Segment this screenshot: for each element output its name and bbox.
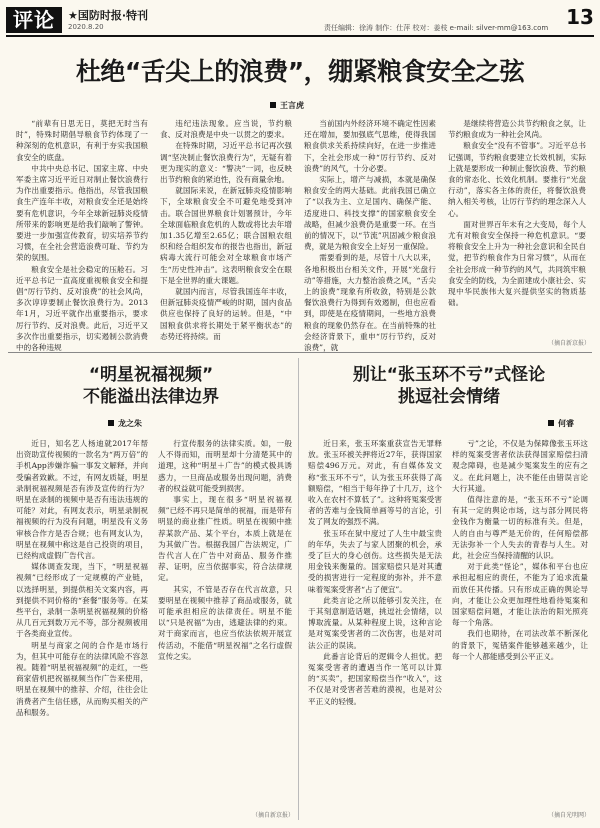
article1-byline bbox=[270, 100, 304, 111]
article2-title bbox=[10, 364, 292, 408]
article2-title-line2: 不能溢出法律边界 bbox=[83, 387, 219, 407]
paragraph: 其实，不管是否存在代言故意，只要明星在视频中推荐了商品或服务，就可能承担相应的法律责任。明星不能以“只是祝福”为由，逃避法律的约束。对于商家而言，也应当依法依规开展宣传活动，不能借“明星祝福”之名行虚假宣传之实。 bbox=[158, 584, 292, 661]
page-header bbox=[6, 4, 594, 38]
article1-source: （摘自新京报） bbox=[548, 340, 591, 347]
article2-author: 龙之朱 bbox=[118, 419, 142, 428]
byline-square-icon bbox=[548, 420, 554, 426]
section-logo: 评论 bbox=[6, 7, 62, 33]
editor-credits: 责任编辑：徐涛 制作：仕萍 校对：姜枝 e-mail: silver-mm@163.com bbox=[324, 24, 549, 32]
paragraph: 实际上，增产与减损，本就是确保粮食安全的两大基础。此前我国已确立了“以我为主、立足国内、确保产能、适度进口、科技支撑”的国家粮食安全战略，但减少浪费仍是重要一环。在当前的情况下，以“节流”巩固减少粮食浪费，就是为粮食安全上好另一重保险。 bbox=[304, 175, 436, 252]
paragraph: 就国际来说，在新冠肺炎疫情影响下，全球粮食安全不可避免地受到冲击。联合国世界粮食计划署预计，今年全球面临粮食危机的人数或将比去年增加1.35亿增至2.65亿；联合国粮农组织和经合组织发布的报告也指出，新冠病毒大流行可能会对全球粮食市场产生“历史性冲击”。这表明粮食安全在眼下是全世界的重大课题。 bbox=[160, 186, 292, 285]
paragraph: 近日，知名艺人杨迪就2017年帮出资助宣传视频的一款名为“两万倍”的手机App涉嫌诈骗一事发文解释，并向受骗者致歉。不过，有网友质疑，明星录制祝福视频是否有涉及宣传的行为？明星在录制的视频中是否有违法违规的可能？对此，有网友表示，明星录制祝福视频的行为没有问题，明星没有义务审核合作方是否合规；也有网友认为，明星在视频中称这是自己投资的项目，已经构成虚假广告代言。 bbox=[16, 439, 148, 561]
paragraph: 在特殊时期，习近平总书记再次强调“坚决制止餐饮浪费行为”，无疑有着更为现实的意义：“警决”一词，也反映出节约粮食的紧迫性，没有商量余地。 bbox=[160, 141, 292, 185]
paragraph: 此番言论背后的逻辑令人担忧。把冤案受害者的遭遇当作一笔可以计算的“买卖”，把国家赔偿当作“收入”，这不仅是对受害者苦难的漠视，也是对公平正义的轻慢。 bbox=[308, 651, 442, 706]
article3-byline bbox=[548, 418, 574, 429]
paragraph: 我们也期待，在司法改革不断深化的背景下，冤错案件能够越来越少，让每一个人都能感受到公平正义。 bbox=[452, 629, 588, 661]
paragraph: 就国内而言，尽管我国连年丰收，但新冠肺炎疫情严峻的时期，国内食品供应也保持了良好的运转。但是，“中国粮食供求将长期处于紧平衡状态”的态势还将持续。而 bbox=[160, 287, 292, 341]
paragraph: 张玉环在狱中度过了人生中最宝贵的年华，失去了与家人团聚的机会，承受了巨大的身心创伤。这些损失是无法用金钱来衡量的。国家赔偿只是对其遭受的损害进行一定程度的弥补，并不意味着冤案受害者“占了便宜”。 bbox=[308, 528, 442, 594]
article2-source: （摘自新京报） bbox=[252, 812, 295, 819]
article3-title-line2: 挑逗社会情绪 bbox=[398, 387, 500, 407]
article1-author: 王言虎 bbox=[280, 101, 304, 110]
article1-col2 bbox=[160, 118, 292, 346]
article2-col1 bbox=[16, 438, 148, 816]
page-number: 13 bbox=[566, 5, 594, 29]
paragraph: 粮食安全是社会稳定的压舱石。习近平总书记一直高度重视粮食安全和提倡“厉行节约、反对浪费”的社会风尚，多次谆谆要制止餐饮浪费行为。2013年1月，习近平就作出重要指示，要求厉行节约、反对浪费。此后，习近平又多次作出重要指示，切实遏制公款消费中的各种违规 bbox=[16, 264, 148, 353]
paragraph: 行宣传服务的法律实质。如，一般人不得而知，而明星却十分清楚其中的道理，这种“明星＋广告”的模式极具诱惑力，一旦商品或服务出现问题，消费者的权益就可能受到损害。 bbox=[158, 439, 292, 493]
paragraph: 对于此类“怪论”，媒体和平台也应承担起相应的责任，不能为了追求流量而放任其传播。只有形成正确的舆论导向，才能让公众更加理性地看待冤案和国家赔偿问题，才能让法治的阳光照亮每一个角落。 bbox=[452, 562, 588, 628]
paragraph: 面对世界百年未有之大变局，每个人尤有对粮食安全保持一种危机意识。“要将粮食安全上升为一种社会意识和全民自觉，把节约粮食作为日常习惯”，从而在全社会形成一种节约的风气，共同筑牢粮食安全的防线，为全面建成小康社会、实现中华民族伟大复兴提供坚实的物质基础。 bbox=[448, 219, 586, 308]
byline-square-icon bbox=[270, 102, 276, 108]
article1-col4 bbox=[448, 118, 586, 336]
article3-col2 bbox=[452, 438, 588, 808]
article3-title bbox=[306, 364, 592, 408]
byline-square-icon bbox=[108, 420, 114, 426]
paragraph: 媒体调查发现，当下，“明星祝福视频”已经形成了一定规模的产业链，以选择明星，到提供相关文案内容，再到提供不同价格的“套餐”服务等。在某些平台，录制一条明星祝福视频的价格从几百元到数万元不等，部分视频被用于各类商业宣传。 bbox=[16, 562, 148, 639]
paragraph: 违纪违法现象。应当说，节约粮食、反对浪费是中央一以贯之的要求。 bbox=[160, 119, 292, 140]
paragraph: 此类言论之所以能够引发关注，在于其刻意制造话题，挑逗社会情绪，以博取流量。从某种程度上说，这种言论是对冤案受害者的二次伤害，也是对司法公正的误读。 bbox=[308, 595, 442, 650]
article1-col3 bbox=[304, 118, 436, 353]
article1-title: 杜绝“舌尖上的浪费”，绷紧粮食安全之弦 bbox=[75, 57, 525, 86]
paragraph: 粮食安全“没有不管事”。习近平总书记强调，节约粮食要建立长效机制，实际上就是要形成一种制止餐饮浪费、节约粮食的常态化、长效化机制。要推行“光盘行动”，落实各主体的责任，将餐饮浪费纳入相关考核，让厉行节约的理念深入人心。 bbox=[448, 141, 586, 218]
paragraph: 当前国内外经济环境不确定性因素还在增加，要加强底气思维，使得我国粮食供求关系持续向好，在进一步推进下，全社会形成一种“厉行节约、反对浪费”的风气，十分必要。 bbox=[304, 119, 436, 173]
column-divider bbox=[298, 358, 299, 820]
article3-col1 bbox=[308, 438, 442, 816]
paragraph: 亏”之论，不仅是为保障像张玉环这样的冤案受害者依法获得国家赔偿扫清观念障碍，也是减少冤案发生的应有之义。在此问题上，决不能任由错误言论大行其道。 bbox=[452, 439, 588, 493]
header-rule bbox=[6, 35, 594, 37]
paragraph: 事实上，现在很多“明星祝福视频”已经不再只是简单的祝福，而是带有明显的商业推广性质。明星在视频中推荐某款产品、某个平台，本质上就是在为其做广告。根据我国广告法规定，广告代言人在广告中对商品、服务作推荐、证明，应当依据事实，符合法律规定。 bbox=[158, 495, 292, 583]
paper-name: ★国防时报·特刊 bbox=[68, 9, 149, 22]
article3-title-line1: 别让“张玉环不亏”式怪论 bbox=[352, 365, 546, 385]
paragraph: 中共中央总书记、国家主席、中央军委主席习近平近日对制止餐饮浪费行为作出重要指示。他指出，尽管我国粮食生产连年丰收，对粮食安全还是始终要有危机意识，今年全球新冠肺炎疫情所带来的影响更是给我们敲响了警钟。要进一步加强宣传教育，切实培养节约习惯，在全社会营造浪费可耻、节约为荣的氛围。 bbox=[16, 163, 148, 263]
paragraph: 需要看到的是，尽管十八大以来，各地积极出台相关文件，开展“光盘行动”等措施，大力整治浪费之风，“舌尖上的浪费”现象有所收敛，特别是公款餐饮浪费行为得到有效遏制，但也应看到，即使是在疫情期间，一些地方浪费粮食的现象仍然存在。在当前特殊的社会经济背景下，重申“厉行节约，反对浪费”，就 bbox=[304, 253, 436, 353]
article1-col1 bbox=[16, 118, 148, 353]
paragraph: 明星与商家之间的合作是市场行为，但其中可能存在的法律风险不容忽视。随着“明星祝福视频”的走红，一些商家借机把祝福视频当作广告来使用，明星在视频中的推荐、介绍，往往会让消费者产生信任感，从而购买相关的产品和服务。 bbox=[16, 640, 148, 717]
article2-title-line1: “明星祝福视频” bbox=[88, 365, 214, 385]
paragraph: 近日来，张玉环案重获宣告无罪释放。张玉环被关押将近27年，获得国家赔偿496万元。对此，有自媒体发文称“张玉环不亏”，认为张玉环获得了高额赔偿，“相当于每年挣了十几万，这个收入在农村不算低了”。这种将冤案受害者的苦难与金钱简单画等号的言论，引发了网友的强烈不满。 bbox=[308, 439, 442, 527]
article2-col2 bbox=[158, 438, 292, 808]
article3-author: 何睿 bbox=[558, 419, 574, 428]
paragraph: 是继续将营造公共节约粮食之氛，让节约粮食成为一种社会风尚。 bbox=[448, 119, 586, 140]
section-divider bbox=[8, 352, 592, 353]
article2-byline bbox=[108, 418, 142, 429]
issue-date: 2020.8.20 bbox=[68, 23, 104, 31]
paragraph: 值得注意的是，“张玉环不亏”论调有其一定的舆论市场，这与部分网民将金钱作为衡量一切的标准有关。但是，人的自由与尊严是无价的，任何赔偿都无法弥补一个人失去的青春与人生。对此，社会应当保持清醒的认识。 bbox=[452, 495, 588, 561]
paragraph: “前辈有日思无日，莫把无时当有时”，特殊时期倡导粮食节约体现了一种深刻的危机意识，有利于夯实我国粮食安全的底盘。 bbox=[16, 119, 148, 162]
article3-source: （摘自光明网） bbox=[548, 812, 591, 819]
